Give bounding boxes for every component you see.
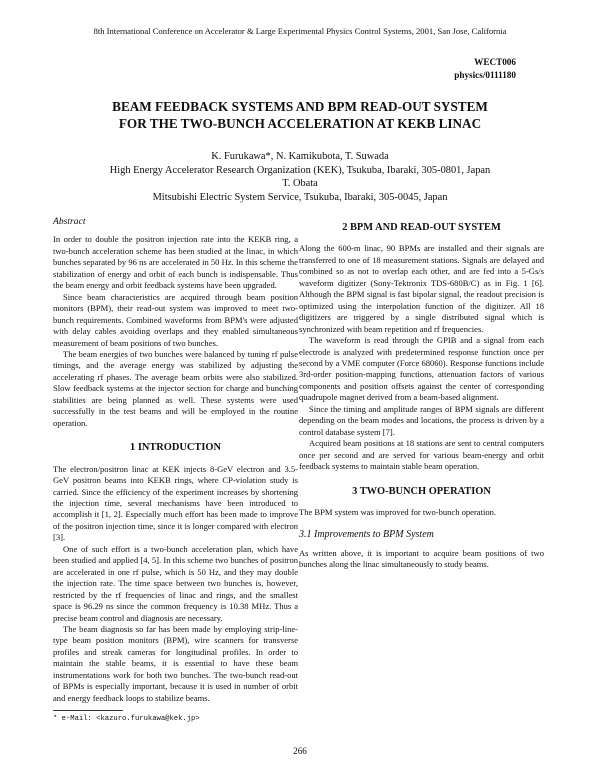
- affiliation-kek: High Energy Accelerator Research Organization (KEK), Tsukuba, Ibaraki, 305-0801, Japan: [109, 164, 491, 176]
- bpm-paragraph: The waveform is read through the GPIB and a signal from each electrode is analyzed with predetermined response function once per second by a VME computer (Force 68060). Response functions include 3rd-order position-mapping functions, attenuation factors of various components and position offsets against the center of corresponding quadrupole magnet derived from a beam-based alignment.: [299, 335, 544, 403]
- right-column: [299, 216, 544, 571]
- title-line-2: FOR THE TWO-BUNCH ACCELERATION AT KEKB LINAC: [118, 116, 482, 131]
- bpm-paragraph: Acquired beam positions at 18 stations are sent to central computers once per second and are served for various beam-energy and orbit feedback systems to maintain stable beam operation.: [299, 438, 544, 472]
- left-column: [53, 216, 298, 726]
- page-number: 266: [293, 746, 307, 756]
- abstract-heading: Abstract: [53, 216, 86, 227]
- section-3-heading: 3 TWO-BUNCH OPERATION: [352, 485, 491, 497]
- section-2-heading: 2 BPM AND READ-OUT SYSTEM: [342, 222, 501, 233]
- conference-header: 8th International Conference on Accelerator & Large Experimental Physics Control Systems, 2001, San Jose, California: [93, 26, 507, 36]
- affiliation-mess: Mitsubishi Electric System Service, Tsukuba, Ibaraki, 305-0045, Japan: [152, 191, 448, 203]
- authors-mess: T. Obata: [282, 178, 318, 190]
- section-1-heading: 1 INTRODUCTION: [130, 442, 221, 454]
- abstract-paragraph: Since beam characteristics are acquired through beam position monitors (BPM), their read-out system was improved to meet two-bunch requirements. Combined waveforms from BPM's were adjusted with delay cables avoiding overlaps and they enabled simultaneous measurement of beam positions of two bunches.: [53, 291, 298, 348]
- two-bunch-paragraph: The BPM system was improved for two-bunch operation.: [299, 506, 497, 517]
- bpm-paragraph: Since the timing and amplitude ranges of BPM signals are different depending on the beam modes and locations, the process is driven by a control database system [7].: [299, 403, 544, 437]
- section-3-1-heading: 3.1 Improvements to BPM System: [299, 529, 434, 541]
- intro-paragraph: One of such effort is a two-bunch acceleration plan, which have been studied and applied [4, 5]. In this scheme two bunches of positron are accelerated in one rf pulse, which is 50 Hz, and they may double the injection rate. The time space between two bunches is, however, restricted by the rf frequencies of linac and rings, and the smallest space is 96.29 ns since the common frequency is 10.38 MHz. Thus a precise beam control and diagnosis are necessary.: [53, 543, 298, 623]
- intro-paragraph: The beam diagnosis so far has been made by employing strip-line-type beam position monitors (BPM), wire scanners for transverse profiles and streak cameras for longitudinal profiles. In order to maintain the stable beams, it is essential to have these beam instrumentations work for both two bunches. The two-bunch read-out of BPMs is especially important, because it is used in number of orbit and energy feedback loops to stabilize beams.: [53, 623, 298, 703]
- paper-title: [60, 98, 540, 132]
- bpm-paragraph: Along the 600-m linac, 90 BPMs are installed and their signals are transferred to one of 18 measurement stations. Signals are delayed and combined so as not to overlap each other, and are fed into a 5-Gs/s waveform digitizer (Sony-Tektronix TDS-680B/C) as in Fig. 1 [6]. Although the BPM signal is fast bipolar signal, the readout precision is optimized using the interpolation function of the digitizer. All 18 digitizers are triggered by a single distributed signal which is synchronized with beam repetition and rf frequencies.: [299, 243, 544, 334]
- intro-paragraph: The electron/positron linac at KEK injects 8-GeV electron and 3.5-GeV positron beams into KEKB rings, where CP-violation study is carried. Since the efficiency of the experiment increases by shortening the injection time, several mechanisms have been introduced to accomplish it [1, 2]. Especially much effort has been made to improve of the positron injection time, since it is longer compared with electron [3].: [53, 463, 298, 543]
- improvements-paragraph: As written above, it is important to acquire beam positions of two bunches along the linac simultaneously to study beams.: [299, 547, 544, 570]
- paper-code-arxiv: physics/0111180: [454, 70, 516, 80]
- footnote-rule: [53, 710, 123, 711]
- title-line-1: BEAM FEEDBACK SYSTEMS AND BPM READ-OUT SYSTEM: [112, 99, 488, 114]
- abstract-paragraph: The beam energies of two bunches were balanced by tuning rf pulse timings, and the average energy was stabilized by adjusting the accelerating rf phases. The average beam orbits were also stabilized. Slow feedback systems at the injector section for charge and bunching stabilities are being planned as well. These systems were used successfully in the test beams and will be employed in the routine operation.: [53, 348, 298, 428]
- paper-code-wect: WECT006: [474, 57, 516, 67]
- footnote-email: * e-Mail: <kazuro.furukawa@kek.jp>: [53, 715, 200, 724]
- authors-kek: K. Furukawa*, N. Kamikubota, T. Suwada: [211, 151, 389, 162]
- paper-code: [454, 56, 516, 82]
- abstract-paragraph: In order to double the positron injection rate into the KEKB ring, a two-bunch acceleration scheme has been studied at the linac, in which bunches separated by 96 ns are accelerated in 50 Hz. In this scheme the stabilization of energy and orbit of each bunch is indispensable. Thus the beam energy and orbit feedback systems have been upgraded.: [53, 234, 298, 291]
- author-block: [40, 150, 560, 204]
